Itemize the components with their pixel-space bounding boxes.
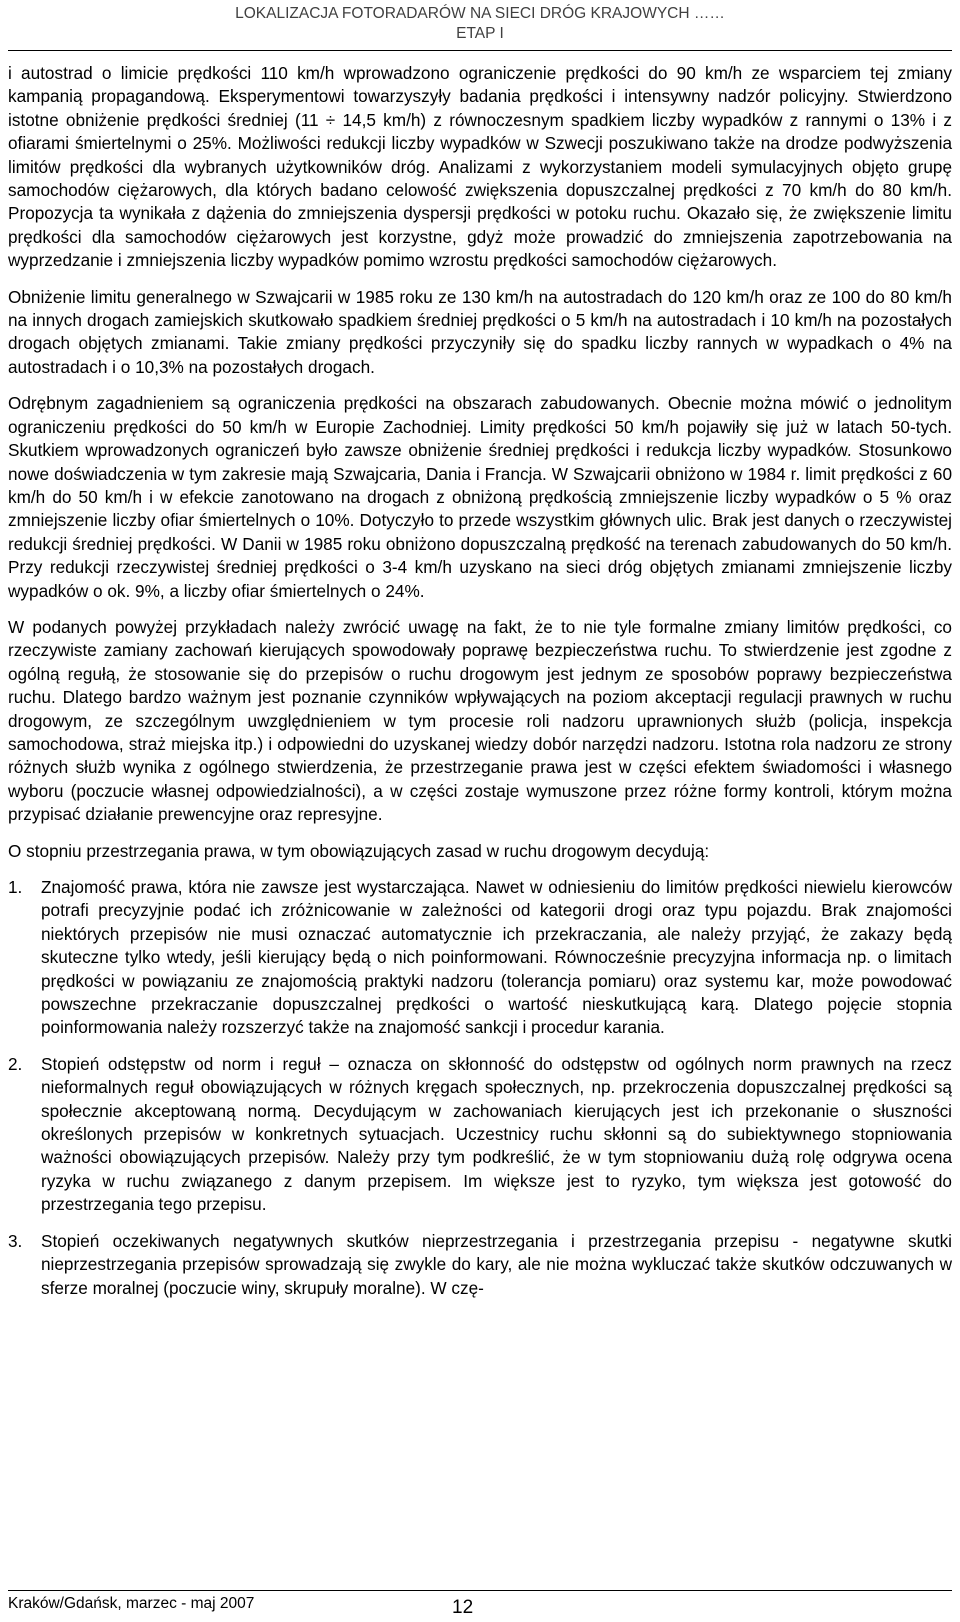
paragraph: O stopniu przestrzegania prawa, w tym obowiązujących zasad w ruchu drogowym decydują: <box>8 840 710 861</box>
footer-location-date: Kraków/Gdańsk, marzec - maj 2007 <box>8 1595 255 1612</box>
document-body <box>8 62 952 1313</box>
paragraph: Odrębnym zagadnieniem są ograniczenia prędkości na obszarach zabudowanych. Obecnie można mówić o jednolitym ograniczeniu prędkości do 50 km/h w Europie Zachodniej. Limity prędkości 50 km/h pojawiły się już w latach 50-tych. Skutkiem wprowadzonych ograniczeń było zawsze obniżenie średniej prędkości i redukcja liczby wypadków. Stosunkowo nowe doświadczenia w tym zakresie mają Szwajcaria, Dania i Francja. W Szwajcarii obniżono w 1984 r. limit prędkości z 60 km/h do 50 km/h i w efekcie zanotowano na drogach z obniżoną prędkością zmniejszenie liczby wypadków o 5 % oraz zmniejszenie liczby ofiar śmiertelnych o 10%. Dotyczyło to przede wszystkim głównych ulic. Brak jest danych o rzeczywistej redukcji średniej prędkości. W Danii w 1985 roku obniżono dopuszczalną prędkość na terenach zabudowanych do 50 km/h. Przy redukcji rzeczywistej średniej prędkości o 3-4 km/h uzyskano na sieci dróg objętych zmianami zmniejszenie liczby wypadków o ok. 9%, a liczby ofiar śmiertelnych o 24%. <box>8 393 952 601</box>
list-item-text: Znajomość prawa, która nie zawsze jest wystarczająca. Nawet w odniesieniu do limitów prędkości niewielu kierowców potrafi precyzyjnie podać ich zróżnicowanie w zależności od kategorii drogi oraz typu pojazdu. Brak znajomości niektórych przepisów nie musi oznaczać automatycznie ich przekraczania, ale należy przyjąć, że zakazy będą skuteczne tylko wtedy, jeśli kierujący będą o nich poinformowani. Równocześnie precyzyjna informacja np. o limitach prędkości w powiązaniu ze znajomością praktyki nadzoru (tolerancja pomiaru) oraz systemu kar, może powodować powszechne przekraczanie dopuszczalnej prędkości o wartość nieskutkującą karą. Dlatego pojęcie stopnia poinformowania należy rozszerzyć także na znajomość sankcji i procedur karania. <box>41 877 952 1038</box>
list-item <box>8 876 952 1040</box>
header-title: LOKALIZACJA FOTORADARÓW NA SIECI DRÓG KRAJOWYCH …… <box>235 5 725 22</box>
list-number: 3. <box>8 1230 23 1251</box>
list-item <box>8 1053 952 1217</box>
list-item-text: Stopień odstępstw od norm i reguł – oznacza on skłonność do odstępstw od ogólnych norm prawnych na rzecz nieformalnych reguł obowiązujących w różnych kręgach społecznych, np. przekroczenia dopuszczalnej prędkości są społecznie akceptowaną normą. Decydującym w zachowaniach kierujących jest ich przekonanie o słuszności określonych przepisów w konkretnych sytuacjach. Uczestnicy ruchu skłonni są do subiektywnego stopniowania ważności obowiązujących przepisów. Należy przy tym podkreślić, że w tym stopniowaniu dużą rolę odgrywa ocena ryzyka w ruchu związanego z danym przepisem. Im większe jest to ryzyko, tym większa jest gotowość do przestrzegania tego przepisu. <box>41 1053 952 1215</box>
header-divider <box>8 50 952 51</box>
list-number: 1. <box>8 877 23 897</box>
numbered-list <box>8 876 952 1300</box>
footer-divider <box>8 1590 952 1591</box>
paragraph: Obniżenie limitu generalnego w Szwajcarii w 1985 roku ze 130 km/h na autostradach do 120 km/h oraz ze 100 do 80 km/h na innych drogach zamiejskich skutkowało spadkiem średniej prędkości o 5 km/h na autostradach i 10 km/h na pozostałych drogach objętych zmianami. Takie zmiany prędkości przyczyniły się do spadku liczby rannych w wypadkach o 4% na autostradach i o 10,3% na pozostałych drogach. <box>8 286 952 377</box>
page-number: 12 <box>452 1597 474 1618</box>
paragraph: i autostrad o limicie prędkości 110 km/h wprowadzono ograniczenie prędkości do 90 km/h ze wsparciem tej zmiany kampanią propagandową. Eksperymentowi towarzyszyły badania prędkości i intensywny nadzór policyjny. Stwierdzono istotne obniżenie prędkości średniej (11 ÷ 14,5 km/h) z równoczesnym spadkiem liczby wypadków z rannymi o 13% i z ofiarami śmiertelnymi o 25%. Możliwości redukcji liczby wypadków w Szwecji poszukiwano także na drodze podwyższenia limitów prędkości dla wybranych użytkowników dróg. Analizami z wykorzystaniem modeli symulacyjnych objęto grupę samochodów ciężarowych, dla których badano celowość zwiększenia dopuszczalnej prędkości z 70 km/h do 80 km/h. Propozycja ta wynikała z dążenia do zmniejszenia dyspersji prędkości w potoku ruchu. Okazało się, że zwiększenie limitu prędkości dla samochodów ciężarowych jest korzystne, gdyż może prowadzić do zmniejszenia zapotrzebowania na wyprzedzanie i zmniejszenia liczby wypadków pomimo wzrostu prędkości samochodów ciężarowych. <box>8 63 952 271</box>
running-header <box>0 4 960 44</box>
list-item <box>8 1230 952 1300</box>
list-number: 2. <box>8 1053 23 1074</box>
list-item-text: Stopień oczekiwanych negatywnych skutków nieprzestrzegania i przestrzegania przepisu - negatywne skutki nieprzestrzegania przepisów sprowadzają się zwykle do kary, ale nie można wykluczać także skutków odczuwanych w sferze moralnej (poczucie winy, skrupuły moralne). W czę- <box>41 1230 952 1298</box>
header-stage: ETAP I <box>456 25 504 42</box>
paragraph: W podanych powyżej przykładach należy zwrócić uwagę na fakt, że to nie tyle formalne zmiany limitów prędkości, co rzeczywiste zamiany zachowań kierujących spowodowały poprawę bezpieczeństwa ruchu. To stwierdzenie jest zgodne z ogólną regułą, że stosowanie się do przepisów o ruchu drogowym jest jednym ze sposobów poprawy bezpieczeństwa ruchu. Dlatego bardzo ważnym jest poznanie czynników wpływających na poziom akceptacji regulacji prawnych w ruchu drogowym, ze szczególnym uwzględnieniem w tym procesie roli nadzoru uprawnionych służb (policja, inspekcja samochodowa, straż miejska itp.) i odpowiedni do uzyskanej wiedzy dobór narzędzi nadzoru. Istotna rola nadzoru ze strony różnych służb wynika z ogólnego stwierdzenia, że przestrzeganie prawa jest w części efektem świadomości i własnego wyboru (poczucie własnej odpowiedzialności), a w części zostaje wymuszone przez różne formy kontroli, którym można przypisać działanie prewencyjne oraz represyjne. <box>8 616 952 825</box>
